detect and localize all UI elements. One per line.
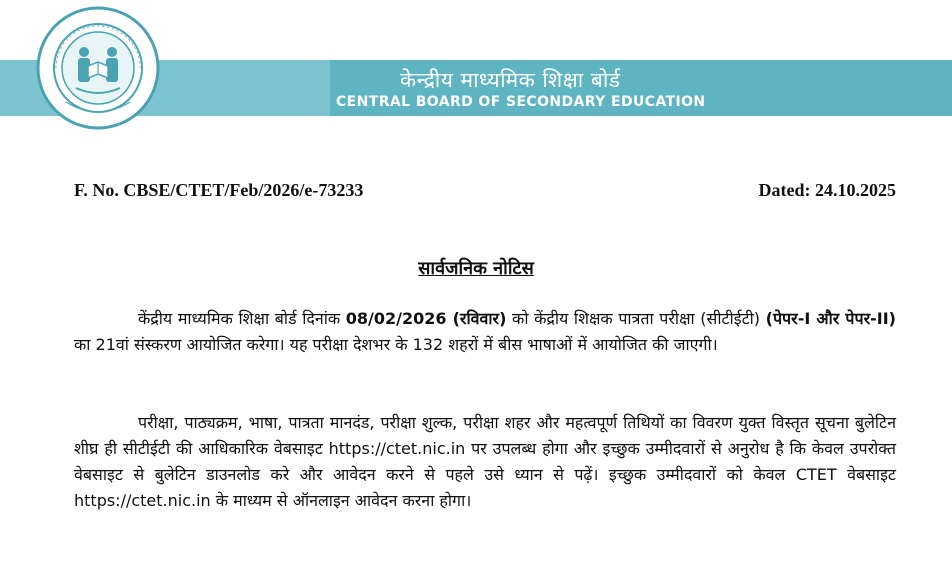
board-name-hindi: केन्द्रीय माध्यमिक शिक्षा बोर्ड [400,68,621,92]
board-name-english: CENTRAL BOARD OF SECONDARY EDUCATION [336,94,706,110]
para1-text-c: को केंद्रीय शिक्षक पात्रता परीक्षा (सीटीईटी) [506,309,766,328]
notice-paragraph-2: परीक्षा, पाठ्यक्रम, भाषा, पात्रता मानदंड, परीक्षा शुल्क, परीक्षा शहर और महत्वपूर्ण तिथियों का विवरण युक्त विस्तृत सूचना बुलेटिन शीघ्र ही सीटीईटी की आधिकारिक वेबसाइट https://ctet.nic.in पर उपलब्ध होगा और इच्छुक उम्मीदवारों से अनुरोध है कि केवल उपरोक्त वेबसाइट से बुलेटिन डाउनलोड करे और आवेदन करने से पहले उसे ध्यान से पढ़ें। इच्छुक उम्मीदवारों को केवल CTET वेबसाइट https://ctet.nic.in के माध्यम से ऑनलाइन आवेदन करना होगा। [74,413,896,510]
para1-text-e: का 21वां संस्करण आयोजित करेगा। यह परीक्षा देशभर के 132 शहरों में बीस भाषाओं में आयोजित की जाएगी। [74,335,718,354]
file-number: F. No. CBSE/CTET/Feb/2026/e-73233 [74,180,364,200]
cbse-emblem-icon [36,6,160,130]
notice-date: Dated: 24.10.2025 [758,180,896,200]
notice-heading: सार्वजनिक नोटिस [418,258,534,279]
para1-text-a: केंद्रीय माध्यमिक शिक्षा बोर्ड दिनांक [138,309,346,328]
exam-papers: (पेपर-I और पेपर-II) [765,309,896,328]
notice-paragraph-1 [74,306,896,358]
exam-date: 08/02/2026 (रविवार) [345,309,507,328]
